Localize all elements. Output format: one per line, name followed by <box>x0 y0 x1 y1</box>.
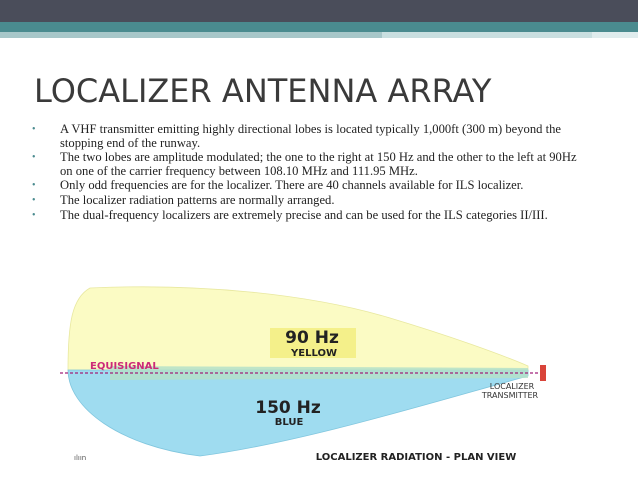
equisignal-label: EQUISIGNAL <box>90 361 159 372</box>
topbar-dark <box>0 0 638 22</box>
bullet-dot-icon: • <box>32 124 36 135</box>
bullet-text: Only odd frequencies are for the localizer. There are 40 channels available for ILS localizer. <box>60 178 524 193</box>
corner-mark: ılıın <box>74 454 87 462</box>
lower-lobe-freq: 150 Hz <box>255 398 321 418</box>
bullet-dot-icon: • <box>32 152 36 164</box>
transmitter-marker <box>540 365 546 381</box>
bullet-text: A VHF transmitter emitting highly directional lobes is located typically 1,000ft (300 m) beyond the stopping end of the runway. <box>60 122 561 150</box>
bullet-text: The localizer radiation patterns are normally arranged. <box>60 192 335 207</box>
bullet-text: The dual-frequency localizers are extremely precise and can be used for the ILS categories II/III. <box>60 207 548 222</box>
diagram-caption: LOCALIZER RADIATION - PLAN VIEW <box>315 452 517 463</box>
localizer-diagram <box>0 268 638 473</box>
bullet-item <box>30 151 590 178</box>
topbar-teal <box>0 22 638 32</box>
bullet-text: The two lobes are amplitude modulated; the one to the right at 150 Hz and the other to the left at 90Hz on one of the carrier frequency between 108.10 MHz and 111.95 MHz. <box>60 150 577 178</box>
topbar-accent-right <box>592 32 638 38</box>
bullet-dot-icon: • <box>32 180 36 192</box>
bullet-item <box>30 179 590 193</box>
slide-title: LOCALIZER ANTENNA ARRAY <box>34 72 492 110</box>
upper-lobe-freq: 90 Hz <box>285 328 339 348</box>
bullet-dot-icon: • <box>32 194 36 206</box>
transmitter-label-2: TRANSMITTER <box>481 391 539 400</box>
transmitter-label-1: LOCALIZER <box>489 382 535 391</box>
lower-lobe-color: BLUE <box>274 417 304 428</box>
upper-lobe-color: YELLOW <box>291 348 337 359</box>
bullet-dot-icon: • <box>32 209 36 221</box>
bullet-list <box>30 123 590 223</box>
bullet-item <box>30 209 590 223</box>
bullet-item <box>30 194 590 208</box>
bullet-item <box>30 123 590 150</box>
